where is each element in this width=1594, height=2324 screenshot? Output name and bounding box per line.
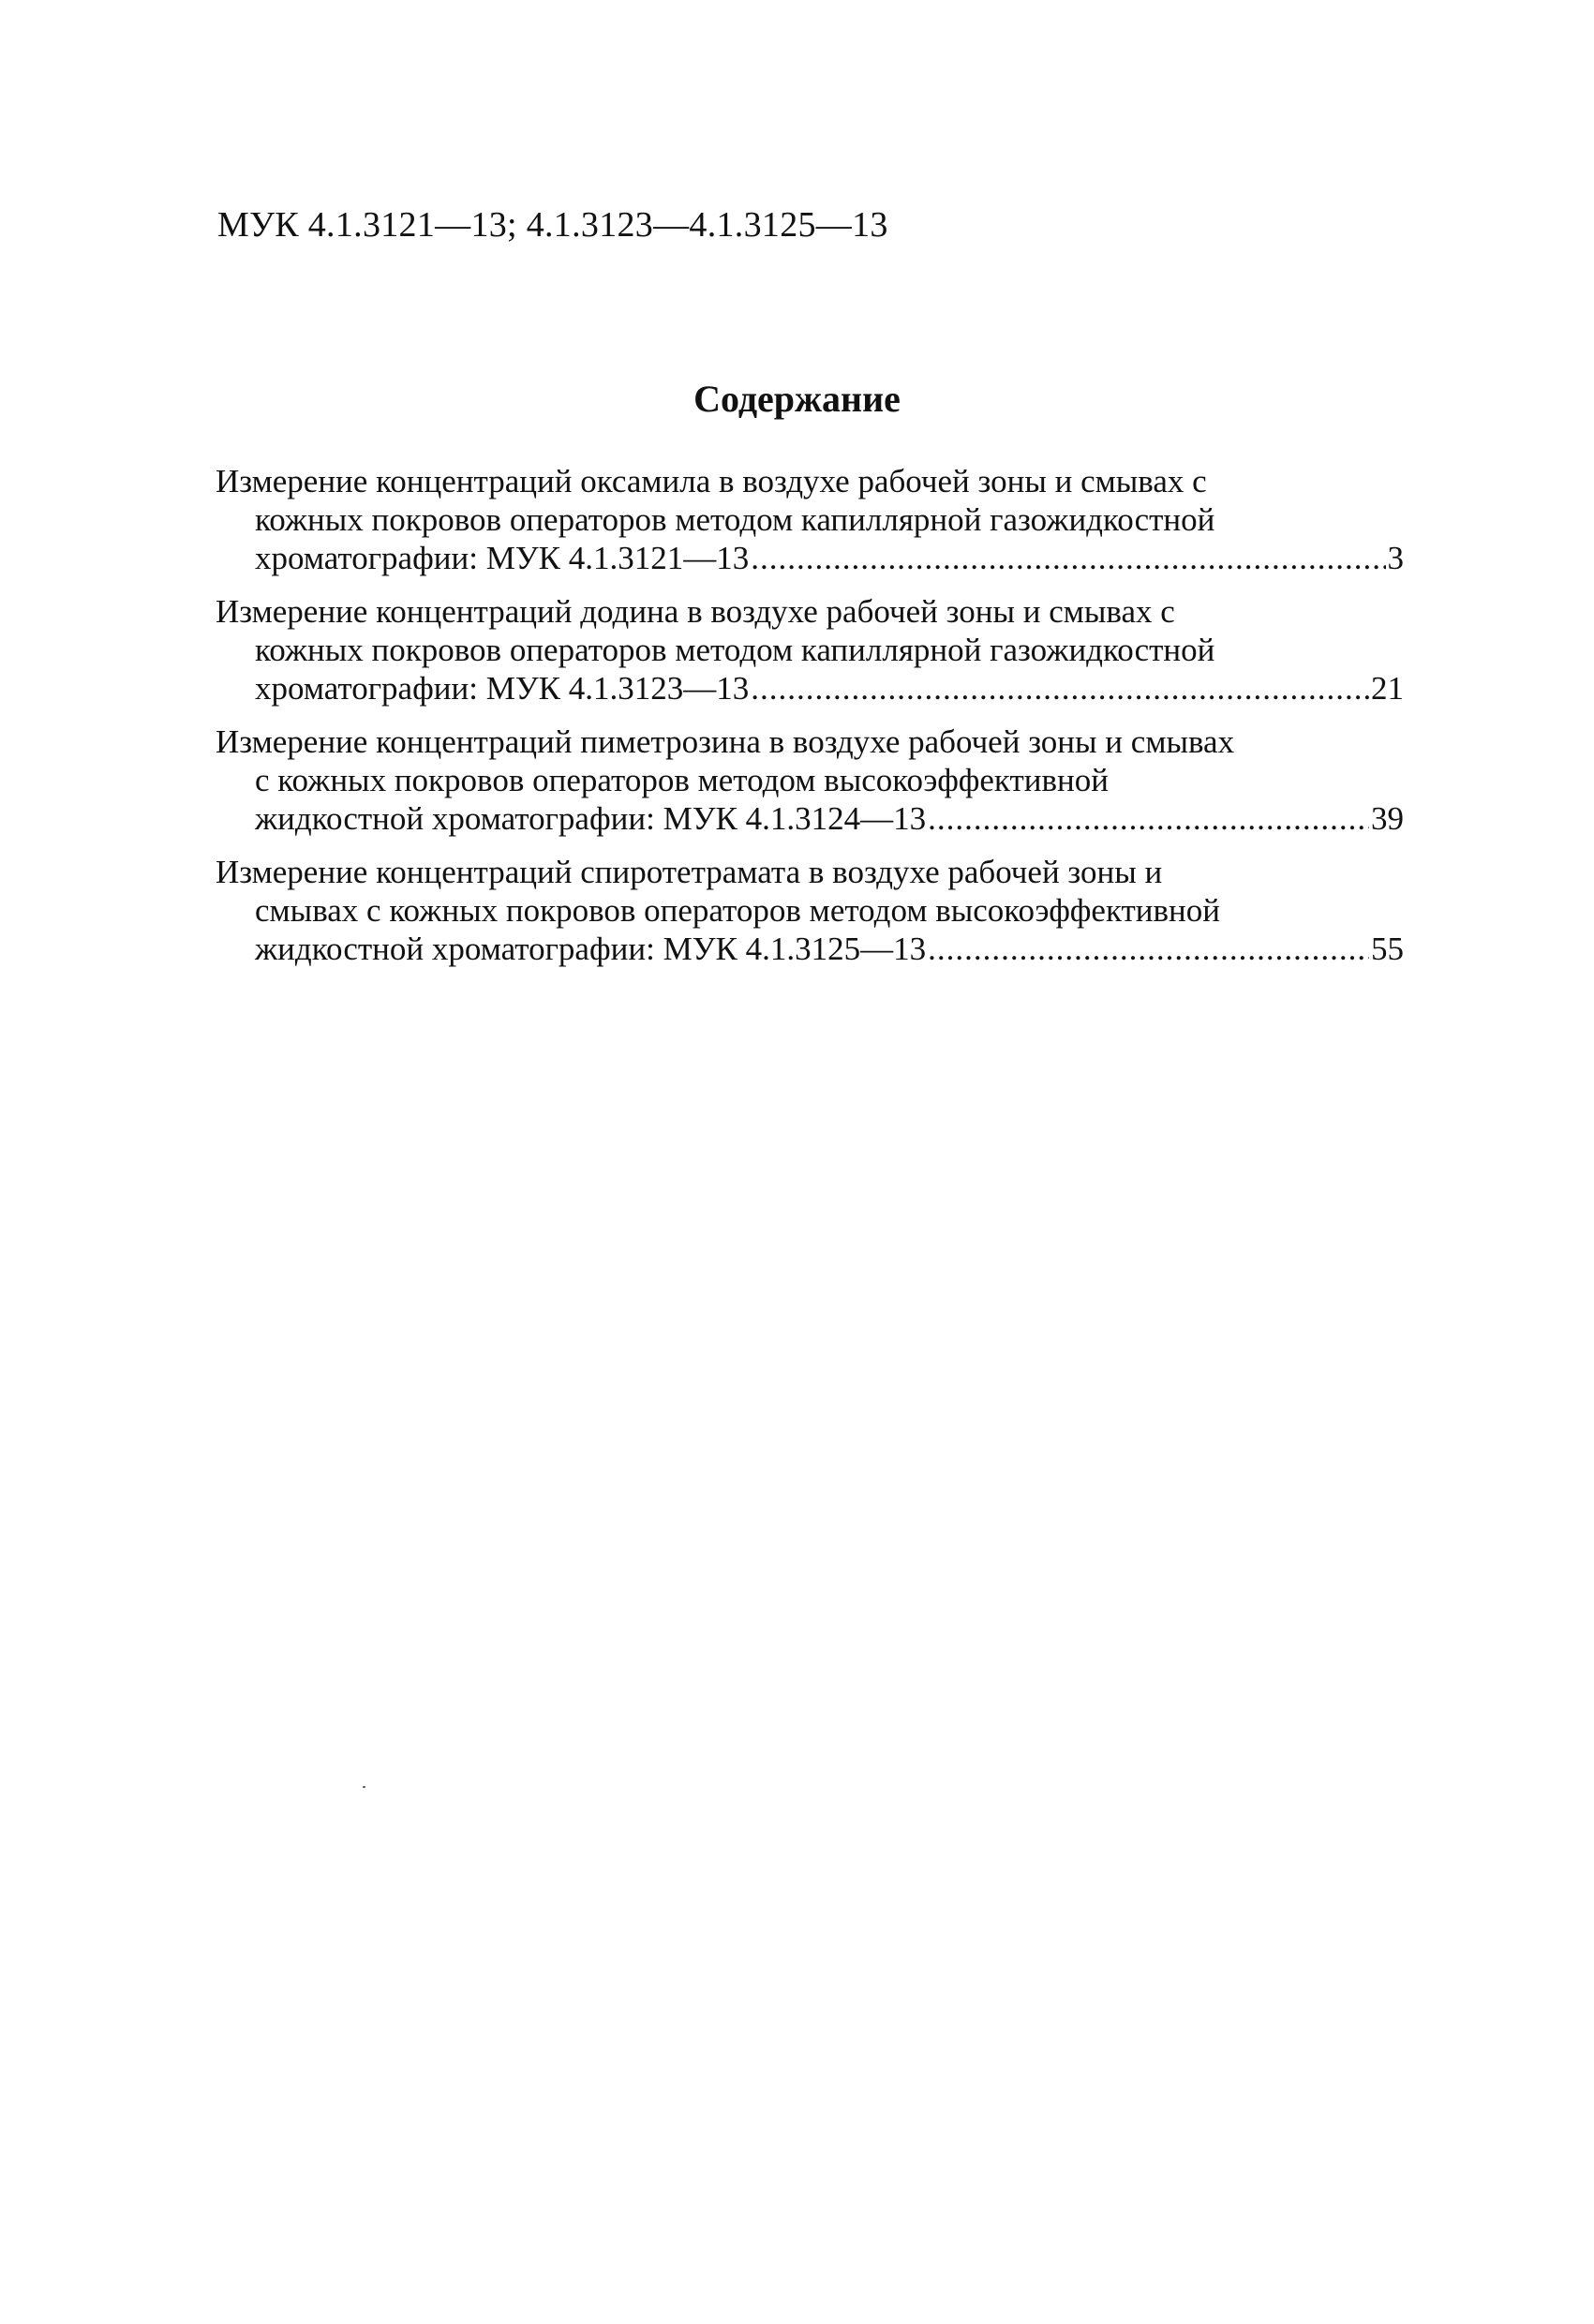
toc-entry-line: с кожных покровов операторов методом высокоэффективной	[255, 762, 1109, 798]
dot-leader	[928, 930, 1369, 968]
toc-page-number: 39	[1371, 800, 1404, 837]
toc-title: Содержание	[693, 378, 901, 420]
toc-entry-final-line	[216, 669, 1404, 708]
toc-entry-line: кожных покровов операторов методом капиллярной газожидкостной	[255, 632, 1215, 668]
running-header: МУК 4.1.3121—13; 4.1.3123—4.1.3125—13	[217, 205, 888, 245]
dot-leader	[928, 799, 1369, 838]
toc-entry-line: Измерение концентраций додина в воздухе рабочей зоны и смывах с	[216, 593, 1175, 630]
table-of-contents	[216, 462, 1404, 983]
toc-page-number: 21	[1371, 670, 1404, 707]
dot-leader	[751, 669, 1369, 708]
toc-entry-final-line	[216, 930, 1404, 968]
scan-speck	[363, 1786, 365, 1788]
toc-entry-line: смывах с кожных покровов операторов методом высокоэффективной	[255, 892, 1221, 929]
toc-entry-line: жидкостной хроматографии: МУК 4.1.3124—13	[255, 800, 927, 837]
toc-entry-line: Измерение концентраций оксамила в воздухе рабочей зоны и смывах с	[216, 463, 1207, 499]
toc-entry-dodine[interactable]	[216, 592, 1404, 708]
toc-entry-line: Измерение концентраций пиметрозина в воздухе рабочей зоны и смывах	[216, 723, 1235, 760]
toc-entry-pymetrozine[interactable]	[216, 723, 1404, 838]
toc-page-number: 55	[1371, 931, 1404, 967]
toc-entry-final-line	[216, 539, 1404, 577]
toc-entry-line: хроматографии: МУК 4.1.3121—13	[255, 540, 750, 576]
dot-leader	[751, 539, 1385, 577]
toc-entry-oxamyl[interactable]	[216, 462, 1404, 577]
toc-entry-spirotetramat[interactable]	[216, 853, 1404, 968]
toc-entry-final-line	[216, 799, 1404, 838]
toc-entry-line: жидкостной хроматографии: МУК 4.1.3125—13	[255, 931, 927, 967]
toc-entry-line: кожных покровов операторов методом капиллярной газожидкостной	[255, 501, 1215, 538]
toc-page-number: 3	[1387, 540, 1404, 576]
toc-entry-line: хроматографии: МУК 4.1.3123—13	[255, 670, 750, 707]
toc-entry-line: Измерение концентраций спиротетрамата в воздухе рабочей зоны и	[216, 854, 1163, 890]
